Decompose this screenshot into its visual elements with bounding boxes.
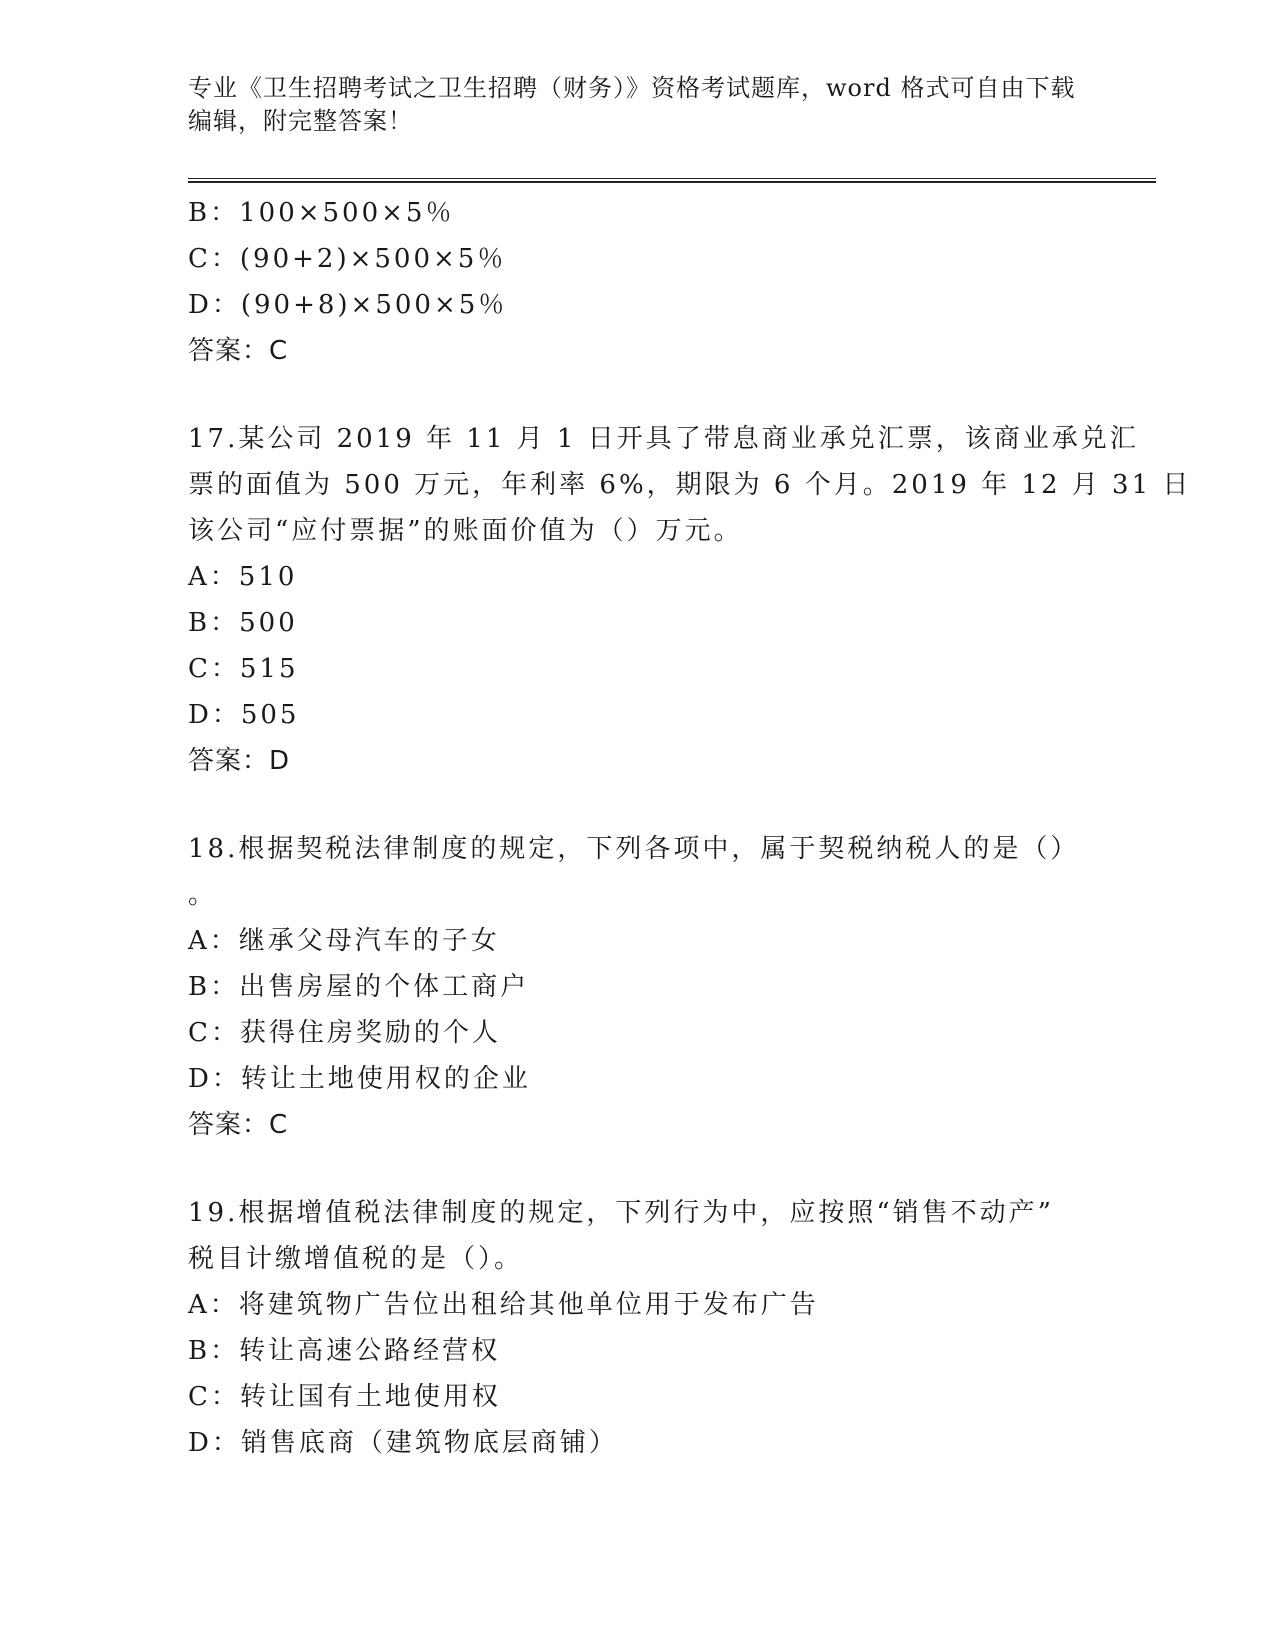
question-18 (188, 826, 1088, 1148)
question-16-tail (188, 190, 1088, 374)
question-content (188, 190, 1192, 1466)
option-a: A：继承父母汽车的子女 (188, 926, 500, 956)
question-text-line: 18.根据契税法律制度的规定，下列各项中，属于契税纳税人的是（） (188, 834, 1080, 864)
option-a: A：510 (188, 562, 298, 592)
question-text-line: 17.某公司 2019 年 11 月 1 日开具了带息商业承兑汇票，该商业承兑汇 (188, 424, 1139, 454)
question-text-line: 该公司“应付票据”的账面价值为（）万元。 (188, 516, 743, 546)
option-a: A：将建筑物广告位出租给其他单位用于发布广告 (188, 1290, 819, 1320)
answer-label: 答案：D (188, 746, 291, 776)
option-b: B：转让高速公路经营权 (188, 1336, 501, 1366)
option-c: C：515 (188, 654, 299, 684)
option-b: B：出售房屋的个体工商户 (188, 972, 530, 1002)
option-b: B：100×500×5％ (188, 198, 455, 228)
answer-label: 答案：C (188, 1110, 289, 1140)
header-line-2: 编辑，附完整答案！ (188, 107, 413, 135)
option-c: C：(90+2)×500×5％ (188, 244, 507, 274)
question-text-line: 税目计缴增值税的是（）。 (188, 1244, 524, 1274)
option-d: D：销售底商（建筑物底层商铺） (188, 1428, 618, 1458)
answer-label: 答案：C (188, 336, 289, 366)
header-divider (188, 178, 1156, 183)
question-text-line: 19.根据增值税法律制度的规定，下列行为中，应按照“销售不动产” (188, 1198, 1054, 1228)
header-line-1: 专业《卫生招聘考试之卫生招聘（财务）》资格考试题库，word 格式可自由下载 (188, 74, 1076, 102)
question-19 (188, 1190, 1088, 1466)
option-c: C：转让国有土地使用权 (188, 1382, 501, 1412)
question-text-line: 。 (188, 880, 218, 910)
option-b: B：500 (188, 608, 298, 638)
option-d: D：(90+8)×500×5％ (188, 290, 508, 320)
question-text-line: 票的面值为 500 万元，年利率 6%，期限为 6 个月。2019 年 12 月 31 日 (188, 470, 1192, 500)
option-d: D：转让土地使用权的企业 (188, 1064, 531, 1094)
document-header (188, 72, 1088, 138)
option-d: D：505 (188, 700, 300, 730)
option-c: C：获得住房奖励的个人 (188, 1018, 501, 1048)
question-17 (188, 416, 1192, 784)
